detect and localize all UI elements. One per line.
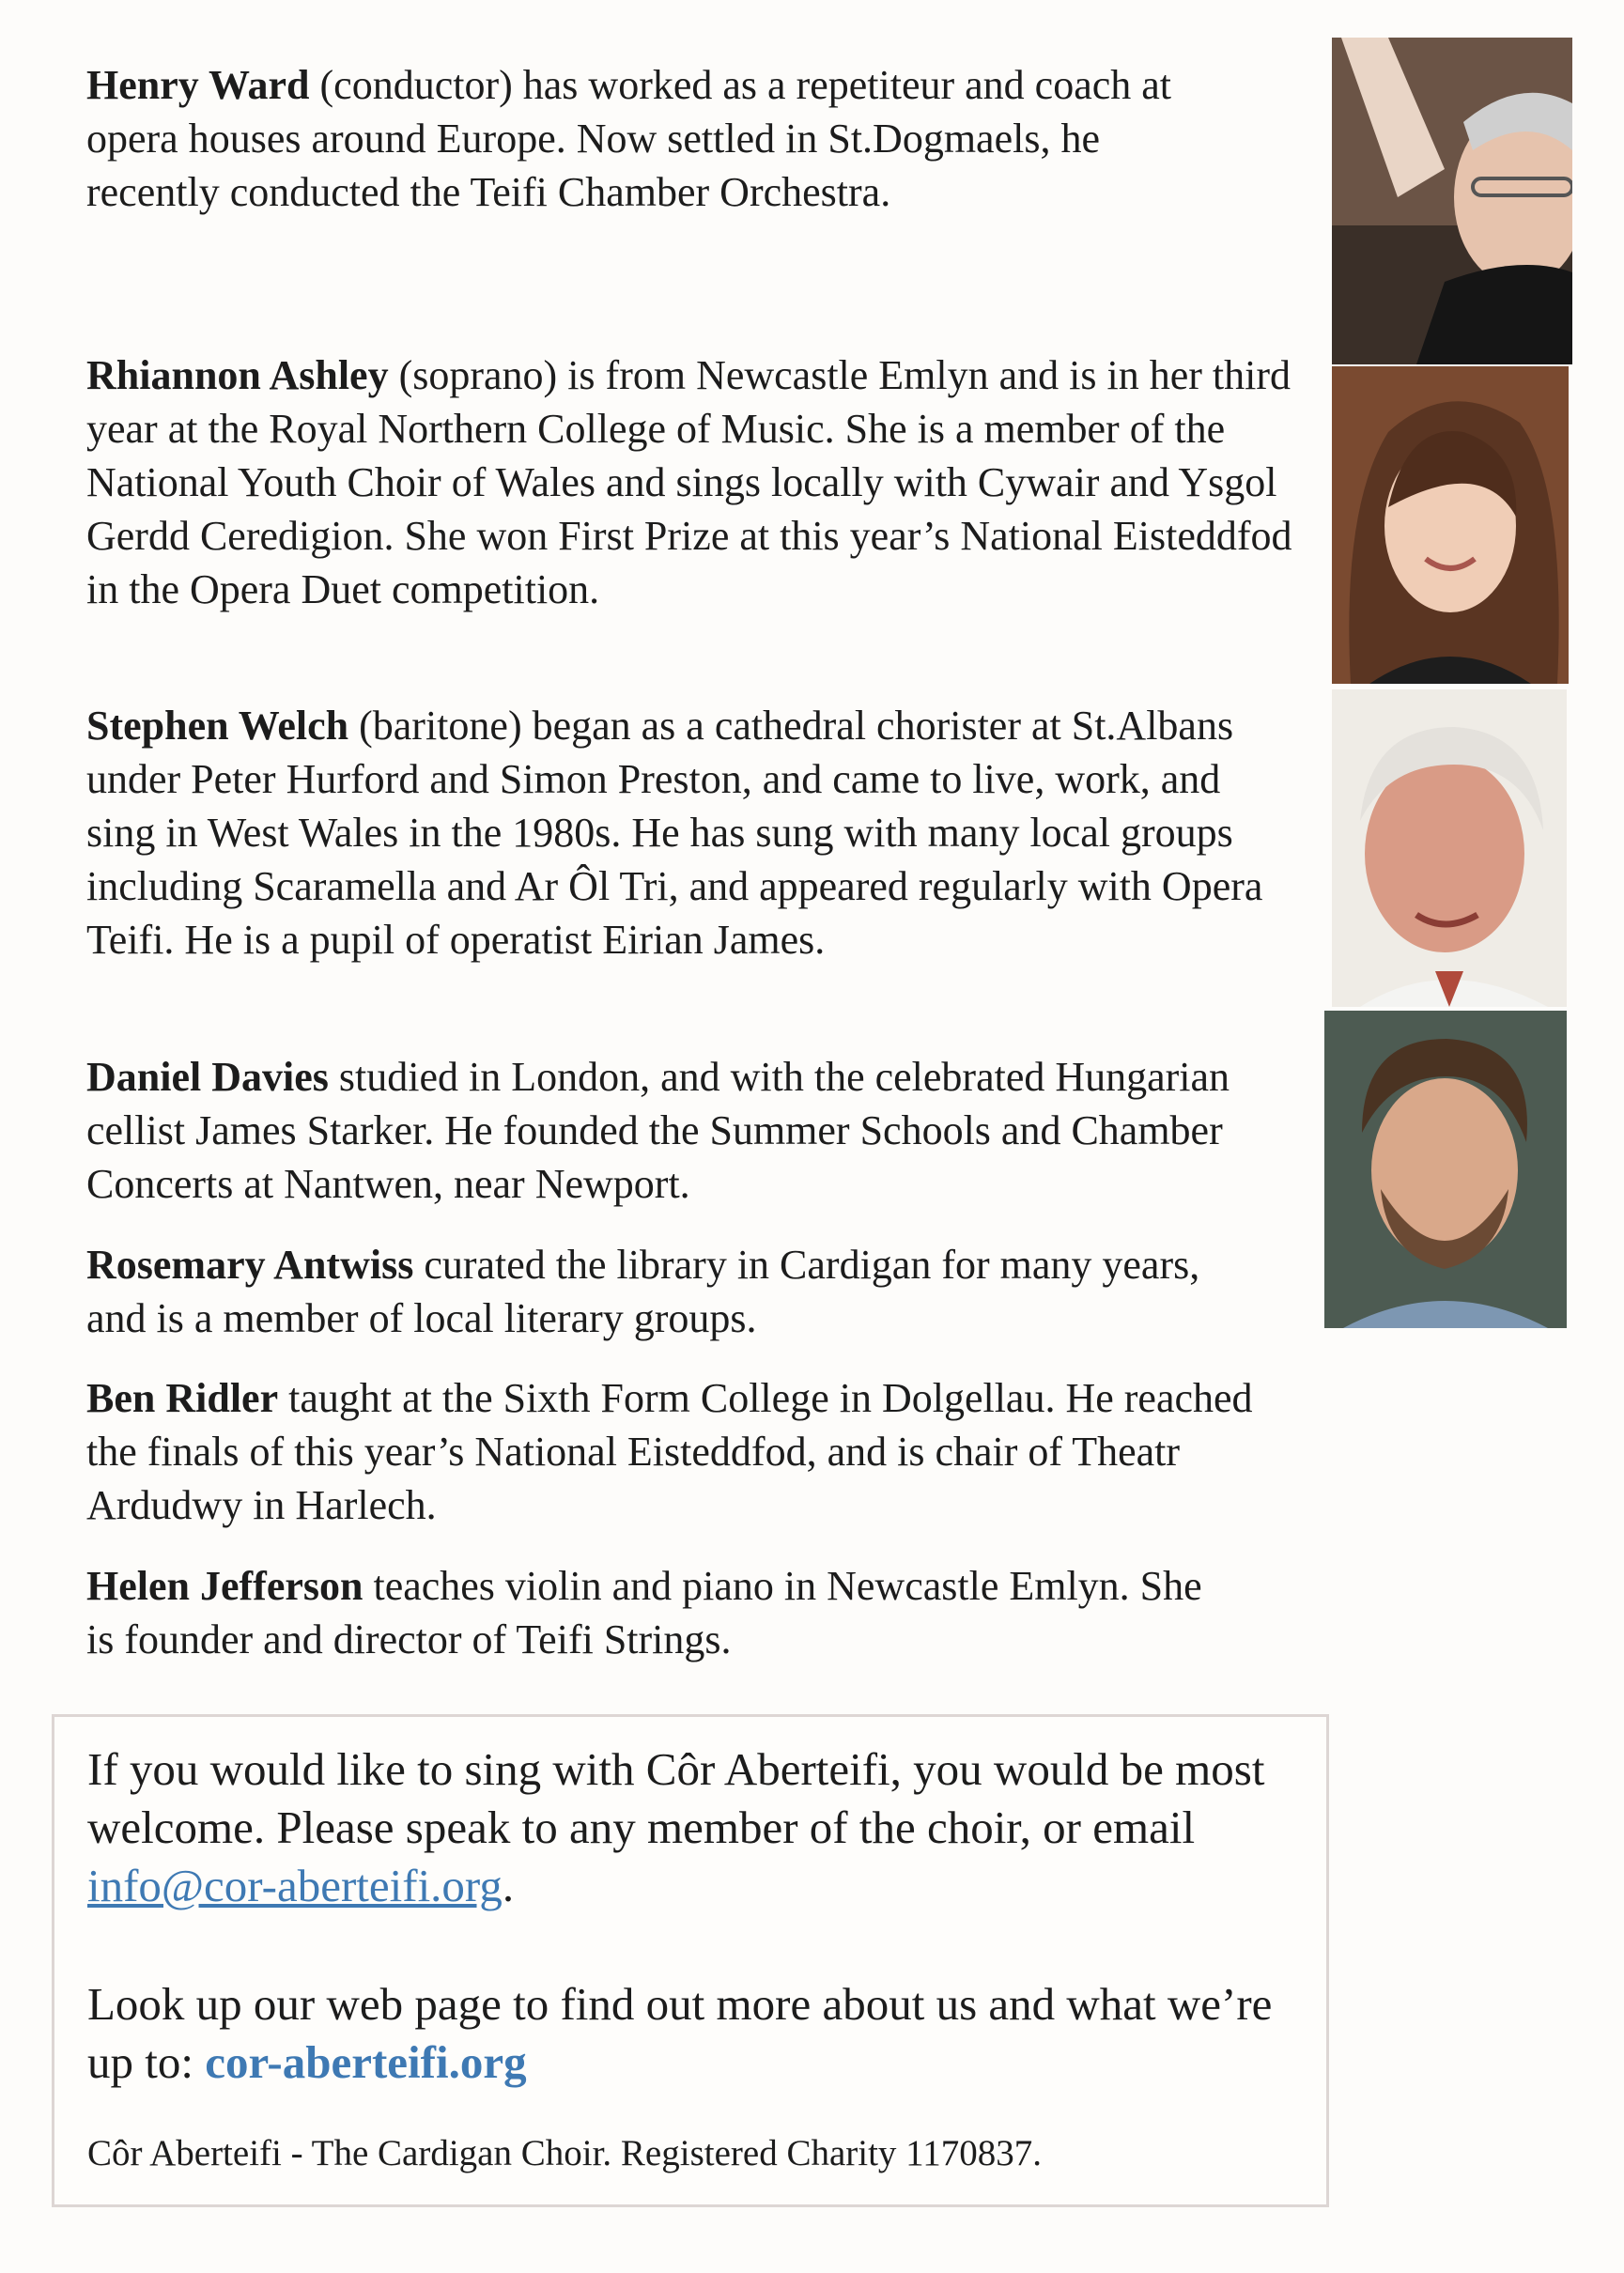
bio-henry-ward [86,58,1242,219]
bio-name: Henry Ward [86,62,310,108]
bio-name: Stephen Welch [86,703,349,749]
charity-notice: Côr Aberteifi - The Cardigan Choir. Registered Charity 1170837. [87,2133,1042,2173]
bio-name: Rhiannon Ashley [86,352,389,398]
bio-name: Daniel Davies [86,1054,329,1100]
bio-name: Rosemary Antwiss [86,1242,414,1288]
bio-text: studied in London, and with the celebrated Hungarian cellist James Starker. He founded the Summer Schools and Chamber Concerts at Nantwen, near Newport. [86,1054,1230,1207]
bio-text: (baritone) began as a cathedral chorister at St.Albans under Peter Hurford and Simon Preston, and came to live, work, and sing in West Wales in the 1980s. He has sung with many local groups including Scaramella and Ar Ôl Tri, and appeared regularly with Opera Teifi. He is a pupil of operatist Eirian James. [86,703,1263,963]
bio-rosemary-antwiss [86,1238,1214,1345]
join-invitation [87,1740,1308,1915]
bio-ben-ridler [86,1371,1279,1532]
bio-text: curated the library in Cardigan for many years, and is a member of local literary groups. [86,1242,1200,1341]
join-choir-box [52,1714,1329,2207]
website-text: Look up our web page to find out more about us and what we’re up to: [87,1978,1273,2088]
website-link[interactable]: cor-aberteifi.org [205,2036,527,2088]
bio-text: taught at the Sixth Form College in Dolgellau. He reached the finals of this year’s National Eisteddfod, and is chair of Theatr Ardudwy in Harlech. [86,1375,1253,1528]
soprano-photo [1332,366,1569,684]
bio-rhiannon-ashley [86,348,1298,616]
bio-name: Ben Ridler [86,1375,279,1421]
bio-name: Helen Jefferson [86,1563,363,1609]
baritone-photo [1332,689,1567,1007]
bio-text: (conductor) has worked as a repetiteur and coach at opera houses around Europe. Now settled in St.Dogmaels, he recently conducted the Teifi Chamber Orchestra. [86,62,1171,215]
bio-text: teaches violin and piano in Newcastle Emlyn. She is founder and director of Teifi Strings. [86,1563,1202,1662]
bio-daniel-davies [86,1050,1289,1211]
bio-text: (soprano) is from Newcastle Emlyn and is in her third year at the Royal Northern College of Music. She is a member of the National Youth Choir of Wales and sings locally with Cywair and Ysgol Gerdd Ceredigion. She won First Prize at this year’s National Eisteddfod in the Opera Duet competition. [86,352,1292,612]
bio-helen-jefferson [86,1559,1232,1666]
email-link[interactable]: info@cor-aberteifi.org [87,1860,503,1911]
bio-stephen-welch [86,699,1298,966]
conductor-photo [1332,38,1572,364]
invite-end: . [502,1860,515,1911]
invite-text: If you would like to sing with Côr Aberteifi, you would be most welcome. Please speak to any member of the choir, or email [87,1743,1265,1853]
website-line [87,1975,1308,2092]
cellist-photo [1324,1011,1567,1328]
